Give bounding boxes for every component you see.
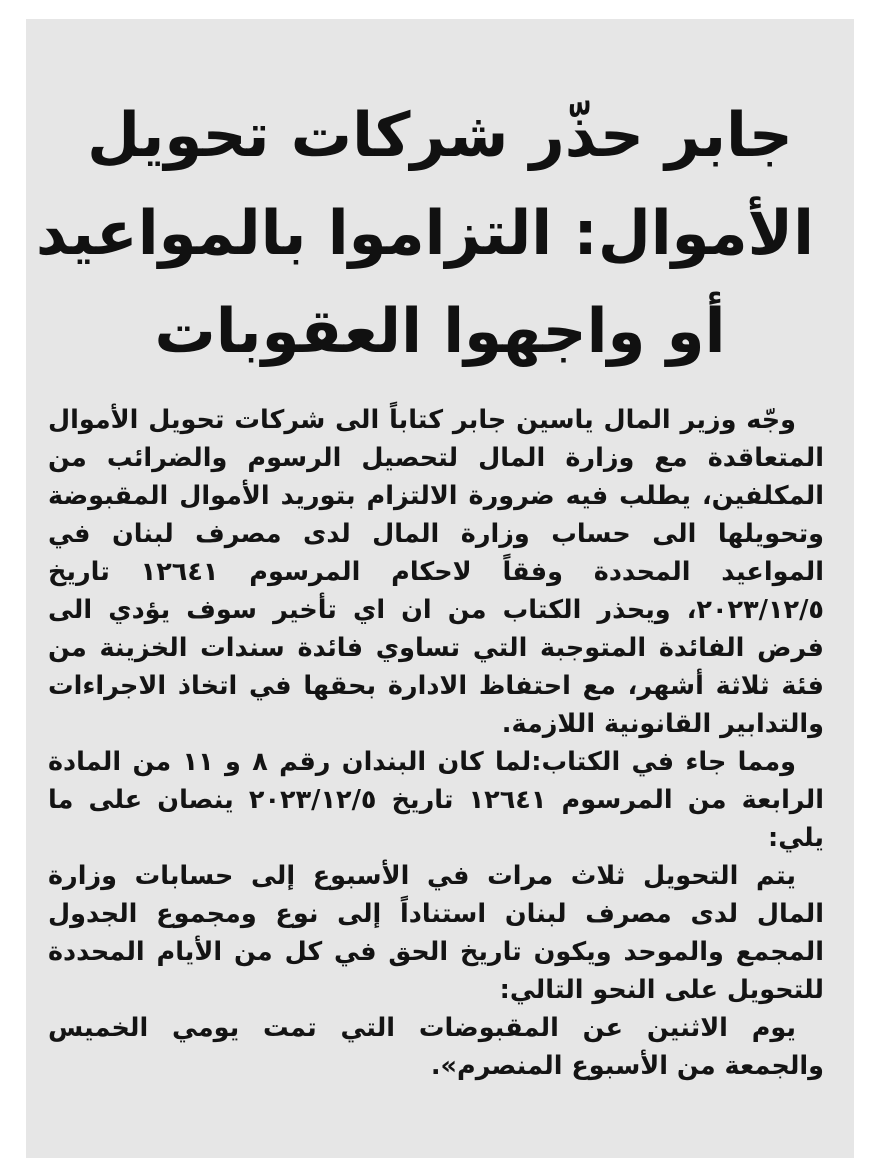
article-paragraph: يوم الاثنين عن المقبوضات التي تمت يومي الخميس والجمعة من الأسبوع المنصرم».	[48, 1013, 824, 1081]
headline-line-1: جابر حذّر شركات تحويل	[87, 100, 793, 171]
article-paragraph: وجّه وزير المال ياسين جابر كتاباً الى شركات تحويل الأموال المتعاقدة مع وزارة المال لتحصيل الرسوم والضرائب من المكلفين، يطلب فيه ضرورة الالتزام بتوريد الأموال المقبوضة وتحويلها الى حساب وزارة المال لدى مصرف لبنان في المواعيد المحددة وفقاً لاحكام المرسوم ١٢٦٤١ تاريخ ٢٠٢٣/١٢/٥، ويحذر الكتاب من ان اي تأخير سوف يؤدي الى فرض الفائدة المتوجبة التي تساوي فائدة سندات الخزينة من فئة ثلاثة أشهر، مع احتفاظ الادارة بحقها في اتخاذ الاجراءات والتدابير القانونية اللازمة.	[48, 405, 824, 739]
article-body	[48, 401, 824, 1085]
article-paragraph: يتم التحويل ثلاث مرات في الأسبوع إلى حسابات وزارة المال لدى مصرف لبنان استناداً إلى نوع ومجموع الجدول المجمع والموحد ويكون تاريخ الحق في كل من الأيام المحددة للتحويل على النحو التالي:	[48, 861, 824, 1005]
article-headline	[35, 87, 814, 381]
newspaper-clipping	[26, 19, 854, 1158]
article-paragraph: ومما جاء في الكتاب:لما كان البندان رقم ٨ و ١١ من المادة الرابعة من المرسوم ١٢٦٤١ تاريخ ٢٠٢٣/١٢/٥ ينصان على ما يلي:	[48, 747, 824, 853]
headline-line-3: أو واجهوا العقوبات	[154, 296, 726, 367]
headline-line-2: الأموال: التزاموا بالمواعيد	[35, 198, 814, 269]
